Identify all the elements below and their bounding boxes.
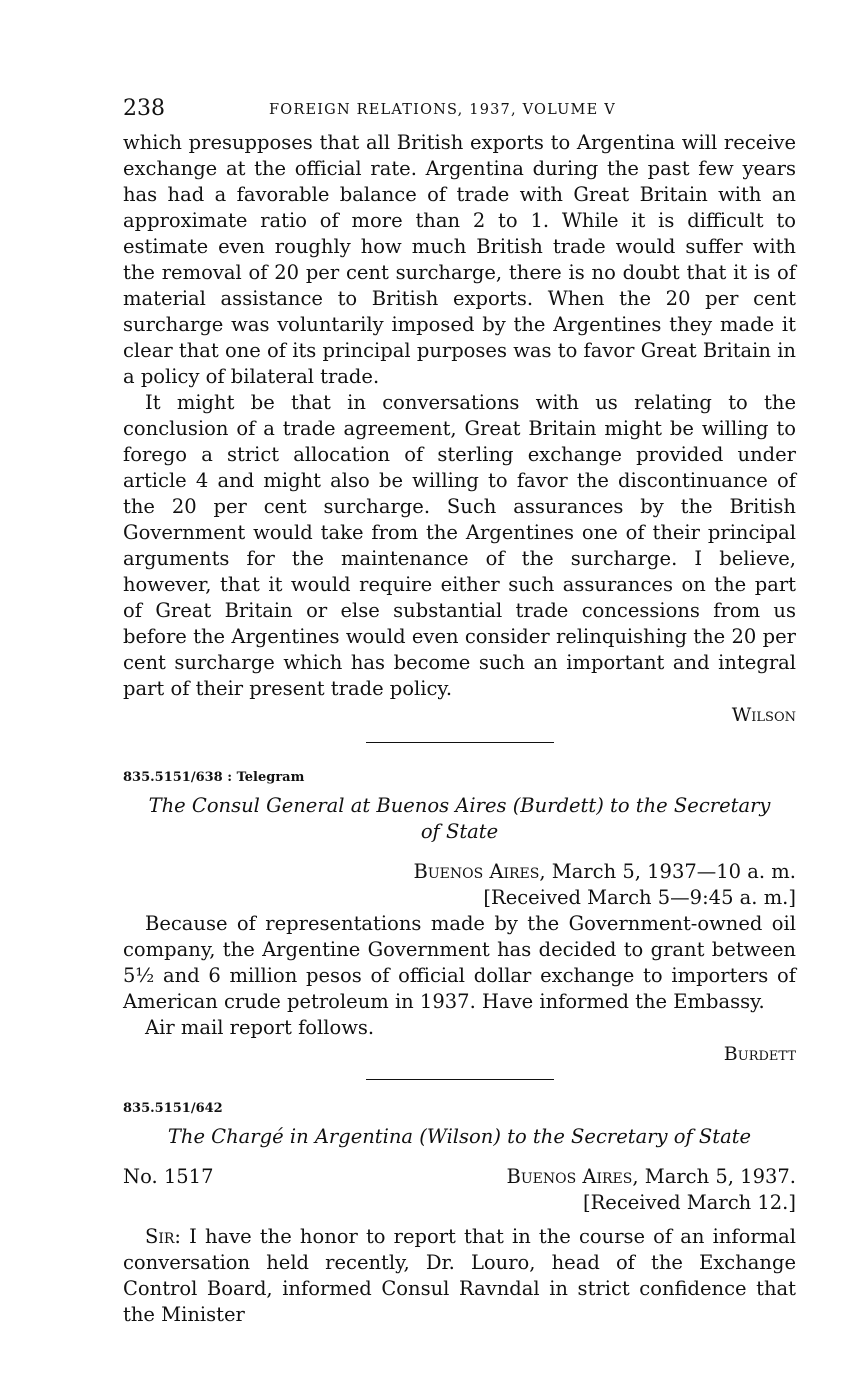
section-wilson-despatch — [123, 1100, 796, 1328]
file-number: 835.5151/642 — [123, 1101, 223, 1116]
despatch-number: No. 1517 — [123, 1165, 214, 1188]
document-page — [123, 96, 796, 1328]
page-header — [123, 96, 796, 130]
page-number: 238 — [123, 96, 165, 121]
file-number: 835.5151/638 : Telegram — [123, 770, 305, 785]
section-divider — [366, 1079, 554, 1080]
body-paragraph: It might be that in conversations with us relating to the conclusion of a trade agreement, Great Britain might be willing to forego a strict allocation of sterling exchange provided under article 4 and might also be willing to favor the discontinuance of the 20 per cent surcharge. Such assurances by the British Government would take from the Argentines one of their principal arguments for the maintenance of the surcharge. I believe, however, that it would require either such assurances on the part of Great Britain or else substantial trade concessions from us before the Argentines would even consider relinquishing the 20 per cent surcharge which has become such an important and integral part of their present trade policy. — [123, 391, 796, 700]
document-heading: The Consul General at Buenos Aires (Burdett) to the Secretary of State — [148, 794, 771, 843]
signature: Wilson — [731, 704, 796, 726]
paragraph-text: I have the honor to report that in the course of an informal conversation held recently, Dr. Louro, head of the Exchange Control Board, informed Consul Ravndal in strict confidence that the Minister — [123, 1225, 797, 1326]
body-paragraph: Because of representations made by the Government-owned oil company, the Argentine Government has decided to grant between 5½ and 6 million pesos of official dollar exchange to importers of American crude petroleum in 1937. Have informed the Embassy. — [123, 912, 796, 1013]
dateline-date: March 5, 1937—10 a. m. — [551, 860, 796, 883]
section-burdett-telegram — [123, 769, 796, 1067]
despatch-header-row — [123, 1164, 796, 1190]
body-paragraph — [123, 1224, 796, 1328]
document-heading: The Chargé in Argentina (Wilson) to the Secretary of State — [167, 1125, 752, 1148]
dateline-place: Buenos Aires, — [506, 1165, 639, 1188]
body-paragraph: Air mail report follows. — [145, 1016, 375, 1039]
body-paragraph: which presupposes that all British exports to Argentina will receive exchange at the official rate. Argentina during the past few years has had a favorable balance of trade with Great Britain with an approximate ratio of more than 2 to 1. While it is difficult to estimate even roughly how much British trade would suffer with the removal of 20 per cent surcharge, there is no doubt that it is of material assistance to British exports. When the 20 per cent surcharge was voluntarily imposed by the Argentines they made it clear that one of its principal purposes was to favor Great Britain in a policy of bilateral trade. — [123, 131, 796, 388]
section-wilson-letter-end — [123, 130, 796, 728]
dateline — [123, 859, 796, 885]
running-head: FOREIGN RELATIONS, 1937, VOLUME V — [269, 102, 616, 118]
signature: Burdett — [723, 1043, 796, 1065]
received-note: [Received March 12.] — [583, 1191, 796, 1214]
received-note: [Received March 5—9:45 a. m.] — [483, 886, 796, 909]
salutation: Sir: — [145, 1225, 181, 1248]
dateline-place: Buenos Aires, — [413, 860, 546, 883]
dateline — [507, 1164, 796, 1190]
section-divider — [366, 742, 554, 743]
dateline-date: March 5, 1937. — [644, 1165, 796, 1188]
